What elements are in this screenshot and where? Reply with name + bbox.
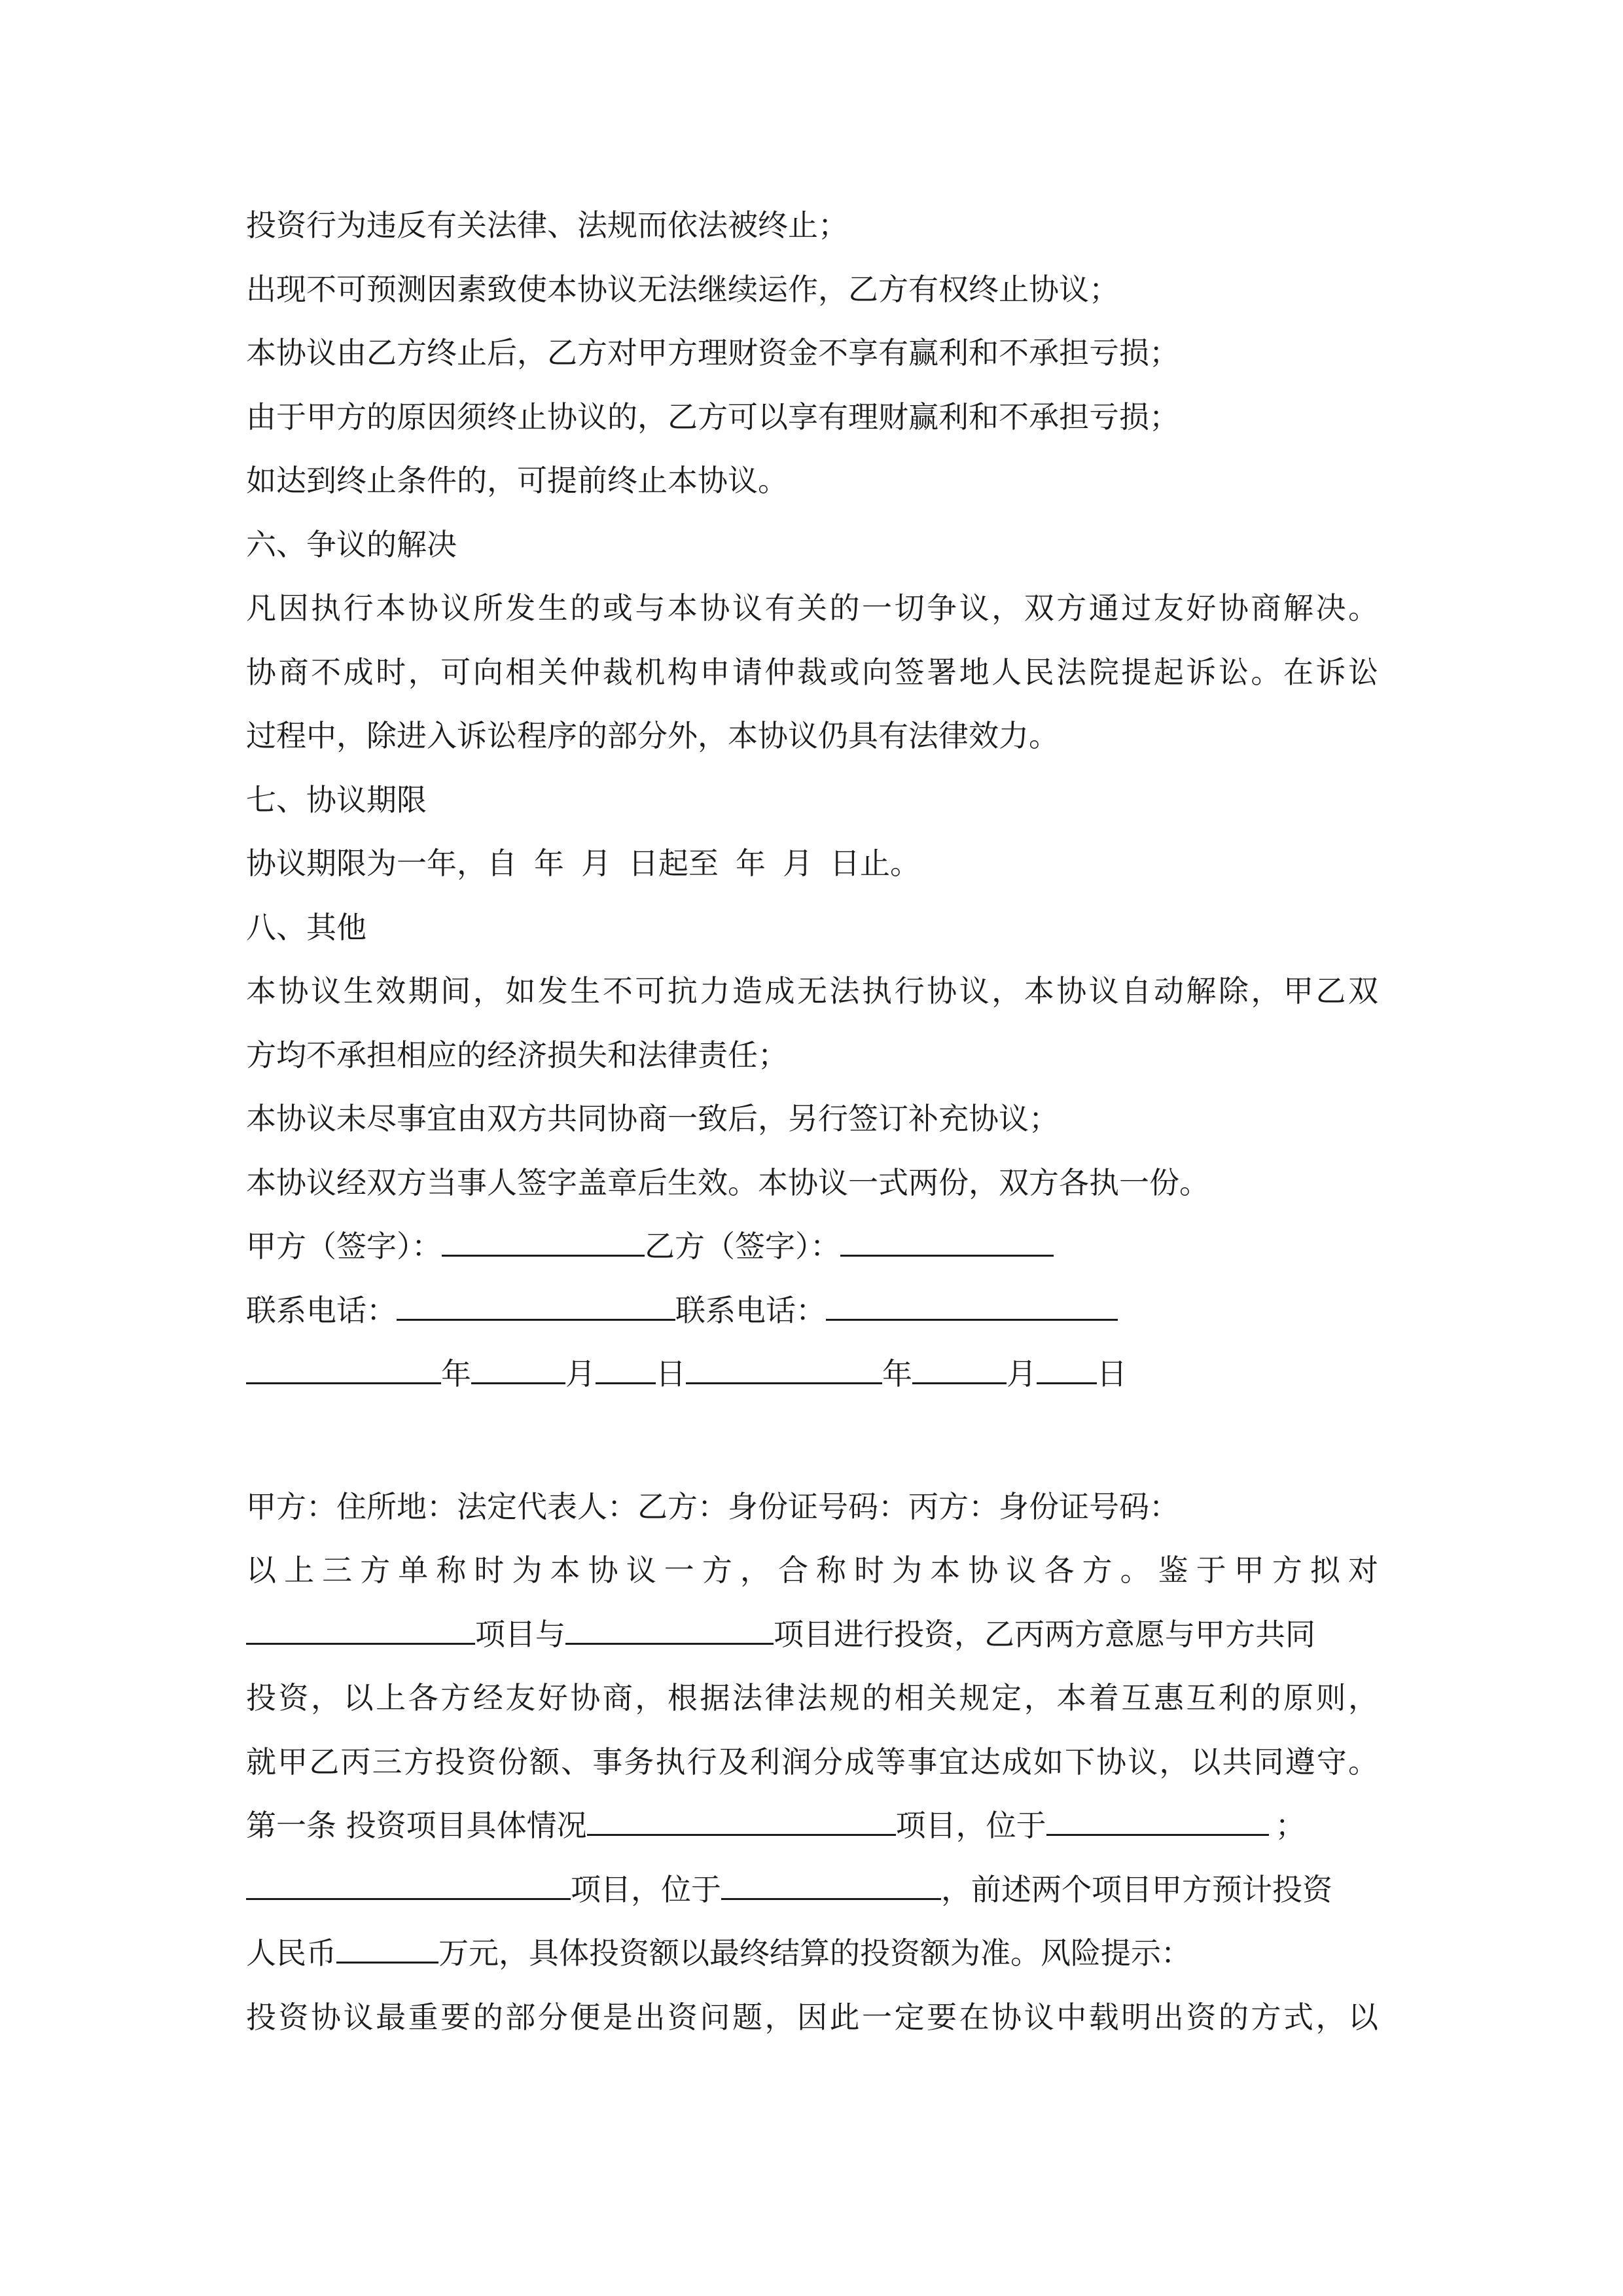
dispute-line-3: 过程中，除进入诉讼程序的部分外，本协议仍具有法律效力。	[246, 718, 1059, 753]
date-b-year-blank[interactable]	[686, 1355, 882, 1384]
preamble-line-4: 就甲乙丙三方投资份额、事务执行及利润分成等事宜达成如下协议，以共同遵守。	[246, 1744, 1378, 1780]
other-line-1: 本协议生效期间，如发生不可抗力造成无法执行协议，本协议自动解除，甲乙双	[246, 973, 1378, 1009]
article-one-project-label: 项目，位于	[895, 1808, 1046, 1843]
project-a-blank[interactable]	[246, 1615, 475, 1645]
party-b-sign-label: 乙方（签字）：	[645, 1229, 840, 1264]
article-one-title: 第一条 投资项目具体情况	[246, 1808, 587, 1843]
date-a-year: 年	[441, 1356, 471, 1391]
date-a-day-blank[interactable]	[596, 1355, 656, 1384]
termination-item-3: 本协议由乙方终止后，乙方对甲方理财资金不享有赢利和不承担亏损；	[246, 335, 1179, 370]
term-day-1: 日起至	[628, 846, 719, 881]
project-b-label: 项目进行投资，乙丙两方意愿与甲方共同	[774, 1617, 1315, 1652]
article-one-location-blank[interactable]	[1046, 1806, 1269, 1836]
term-prefix: 协议期限为一年，自	[246, 846, 517, 881]
preamble-line-2	[246, 1615, 1315, 1654]
dispute-line-1: 凡因执行本协议所发生的或与本协议有关的一切争议，双方通过友好协商解决。	[246, 590, 1378, 626]
project-a-label: 项目与	[475, 1617, 565, 1652]
rmb-amount-blank[interactable]	[336, 1934, 438, 1964]
other-line-4: 本协议经双方当事人签字盖章后生效。本协议一式两份，双方各执一份。	[246, 1165, 1209, 1200]
section-six-heading: 六、争议的解决	[246, 527, 457, 562]
party-a-sign-blank[interactable]	[442, 1227, 645, 1257]
date-b-day-blank[interactable]	[1037, 1355, 1097, 1384]
project-2-label: 项目，位于	[571, 1872, 721, 1907]
article-one-line-2	[246, 1870, 1332, 1909]
termination-item-1: 投资行为违反有关法律、法规而依法被终止；	[246, 207, 848, 243]
phone-line	[246, 1291, 1118, 1330]
party-b-sign-blank[interactable]	[840, 1227, 1054, 1257]
preamble-line-3: 投资，以上各方经友好协商，根据法律法规的相关规定，本着互惠互利的原则，	[246, 1680, 1378, 1715]
date-a-month: 月	[565, 1356, 596, 1391]
rmb-label: 人民币	[246, 1935, 336, 1971]
article-one-line-3	[246, 1933, 1191, 1973]
term-day-2: 日止。	[830, 846, 920, 881]
date-a-day: 日	[656, 1356, 686, 1391]
date-line	[246, 1354, 1127, 1393]
party-b-phone-blank[interactable]	[826, 1291, 1118, 1321]
section-eight-heading: 八、其他	[246, 910, 366, 945]
signature-line	[246, 1227, 1054, 1266]
project-2-blank[interactable]	[246, 1871, 571, 1900]
article-one-project-blank[interactable]	[587, 1806, 896, 1836]
term-year-1: 年	[534, 846, 564, 881]
project-b-blank[interactable]	[565, 1615, 774, 1645]
section-seven-heading: 七、协议期限	[246, 782, 427, 817]
article-one-line-1	[246, 1806, 1306, 1845]
other-line-2: 方均不承担相应的经济损失和法律责任；	[246, 1037, 788, 1073]
party-a-phone-label: 联系电话：	[246, 1293, 397, 1328]
preamble-line-1: 以上三方单称时为本协议一方，合称时为本协议各方。鉴于甲方拟对	[246, 1552, 1378, 1588]
date-b-month-blank[interactable]	[912, 1355, 1007, 1384]
termination-item-4: 由于甲方的原因须终止协议的，乙方可以享有理财赢利和不承担亏损；	[246, 399, 1179, 435]
term-month-1: 月	[581, 846, 611, 881]
date-b-year: 年	[882, 1356, 912, 1391]
party-a-phone-blank[interactable]	[397, 1291, 675, 1321]
termination-item-2: 出现不可预测因素致使本协议无法继续运作，乙方有权终止协议；	[246, 272, 1119, 307]
project-2-location-blank[interactable]	[721, 1871, 941, 1900]
dispute-line-2: 协商不成时，可向相关仲裁机构申请仲裁或向签署地人民法院提起诉讼。在诉讼	[246, 655, 1378, 690]
party-a-sign-label: 甲方（签字）：	[246, 1229, 442, 1264]
date-a-month-blank[interactable]	[471, 1355, 565, 1384]
termination-item-5: 如达到终止条件的，可提前终止本协议。	[246, 463, 788, 498]
term-line	[246, 844, 920, 883]
term-month-2: 月	[783, 846, 813, 881]
date-b-month: 月	[1007, 1356, 1037, 1391]
date-b-day: 日	[1097, 1356, 1127, 1391]
date-a-year-blank[interactable]	[246, 1355, 441, 1384]
term-year-2: 年	[736, 846, 766, 881]
parties-line: 甲方：住所地：法定代表人：乙方：身份证号码：丙方：身份证号码：	[246, 1489, 1179, 1524]
other-line-3: 本协议未尽事宜由双方共同协商一致后，另行签订补充协议；	[246, 1101, 1059, 1136]
article-one-semicolon: ；	[1275, 1808, 1306, 1843]
party-b-phone-label: 联系电话：	[675, 1293, 826, 1328]
risk-note-line: 投资协议最重要的部分便是出资问题，因此一定要在协议中载明出资的方式，以	[246, 2000, 1378, 2035]
investment-estimate-text: ，前述两个项目甲方预计投资	[941, 1872, 1332, 1907]
rmb-rest: 万元，具体投资额以最终结算的投资额为准。风险提示：	[438, 1935, 1191, 1971]
